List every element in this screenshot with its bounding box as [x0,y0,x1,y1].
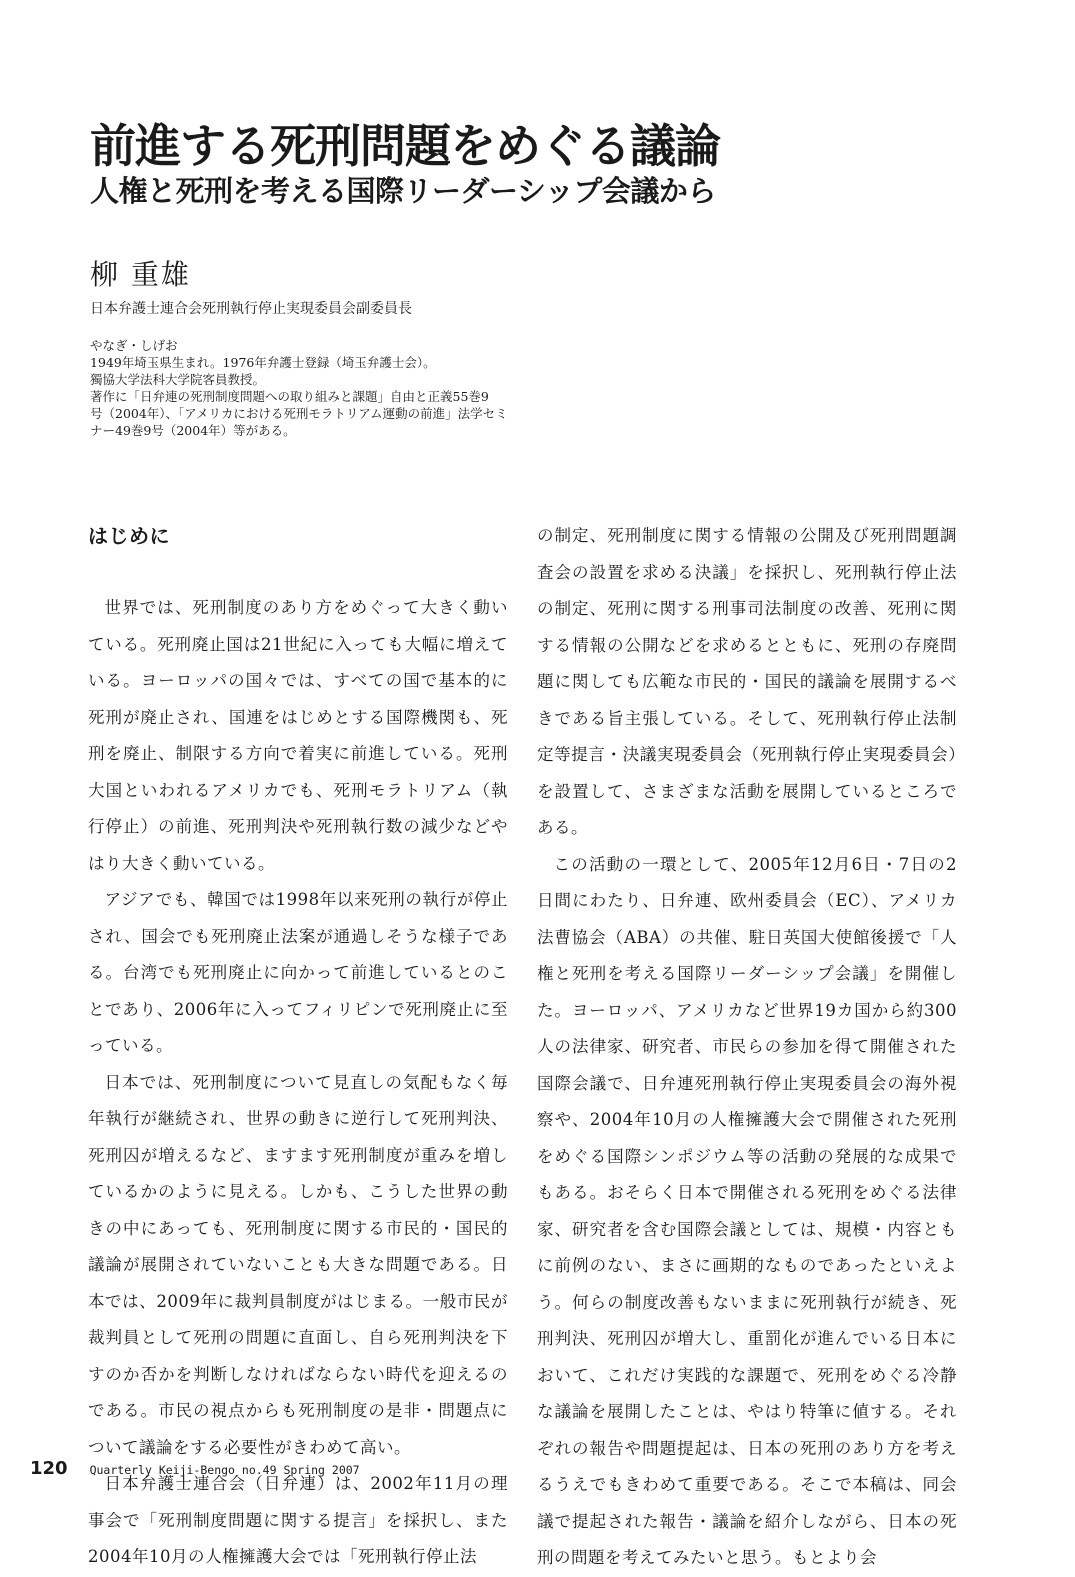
body-paragraph: の制定、死刑制度に関する情報の公開及び死刑問題調査会の設置を求める決議」を採択し、死刑執行停止法の制定、死刑に関する刑事司法制度の改善、死刑に関する情報の公開などを求めるとともに、死刑の存廃問題に関しても広範な市民的・国民的議論を展開するべきである旨主張している。そして、死刑執行停止法制定等提言・決議実現委員会（死刑執行停止実現委員会）を設置して、さまざまな活動を展開しているところである。 [537,526,957,837]
body-paragraph: 日本では、死刑制度について見直しの気配もなく毎年執行が継続され、世界の動きに逆行して死刑判決、死刑囚が増えるなど、ますます死刑制度が重みを増しているかのように見える。しかも、こうした世界の動きの中にあっても、死刑制度に関する市民的・国民的議論が展開されていないことも大きな問題である。日本では、2009年に裁判員制度がはじまる。一般市民が裁判員として死刑の問題に直面し、自ら死刑判決を下すのか否かを判断しなければならない時代を迎えるのである。市民の視点からも死刑制度の是非・問題点について議論をする必要性がきわめて高い。 [88,1072,508,1457]
bio-line: 号（2004年）、「アメリカにおける死刑モラトリアム運動の前進」法学セミ [90,406,508,421]
body-column-left [88,518,508,1576]
body-paragraph: この活動の一環として、2005年12月6日・7日の2日間にわたり、日弁連、欧州委員会（EC）、アメリカ法曹協会（ABA）の共催、駐日英国大使館後援で「人権と死刑を考える国際リーダーシップ会議」を開催した。ヨーロッパ、アメリカなど世界19カ国から約300人の法律家、研究者、市民らの参加を得て開催された国際会議で、日弁連死刑執行停止実現委員会の海外視察や、2004年10月の人権擁護大会で開催された死刑をめぐる国際シンポジウム等の活動の発展的な成果でもある。おそらく日本で開催される死刑をめぐる法律家、研究者を含む国際会議としては、規模・内容ともに前例のない、まさに画期的なものであったといえよう。何らの制度改善もないままに死刑執行が続き、死刑判決、死刑囚が増大し、重罰化が進んでいる日本において、これだけ実践的な課題で、死刑をめぐる冷静な議論を展開したことは、やはり特筆に値する。それぞれの報告や問題提起は、日本の死刑のあり方を考えるうえでもきわめて重要である。そこで本稿は、同会議で提起された報告・議論を紹介しながら、日本の死刑の問題を考えてみたいと思う。もとより会 [537,854,957,1567]
body-paragraph: 日本弁護士連合会（日弁連）は、2002年11月の理事会で「死刑制度問題に関する提言」を採択し、また2004年10月の人権擁護大会では「死刑執行停止法 [88,1474,508,1566]
author-bio [90,337,535,439]
bio-line: 著作に「日弁連の死刑制度問題への取り組みと課題」自由と正義55巻9 [90,389,489,404]
body-paragraph: アジアでも、韓国では1998年以来死刑の執行が停止され、国会でも死刑廃止法案が通過しそうな様子である。台湾でも死刑廃止に向かって前進しているとのことであり、2006年に入ってフィリピンで死刑廃止に至っている。 [88,890,508,1055]
journal-info: Quarterly Keiji-Bengo no.49 Spring 2007 [89,1463,360,1477]
body-column-right [537,518,957,1577]
bio-line: やなぎ・しげお [90,338,178,353]
bio-line: 1949年埼玉県生まれ。1976年弁護士登録（埼玉弁護士会）。 [90,355,436,370]
page-footer [30,1458,360,1479]
article-subtitle: 人権と死刑を考える国際リーダーシップ会議から [90,174,716,208]
author-name: 柳 重雄 [90,258,191,291]
article-title: 前進する死刑問題をめぐる議論 [90,119,720,173]
section-heading: はじめに [88,524,170,548]
author-affiliation: 日本弁護士連合会死刑執行停止実現委員会副委員長 [90,301,412,317]
bio-line: ナー49巻9号（2004年）等がある。 [90,423,296,438]
page-number: 120 [30,1458,68,1479]
body-paragraph: 世界では、死刑制度のあり方をめぐって大きく動いている。死刑廃止国は21世紀に入っても大幅に増えている。ヨーロッパの国々では、すべての国で基本的に死刑が廃止され、国連をはじめとする国際機関も、死刑を廃止、制限する方向で着実に前進している。死刑大国といわれるアメリカでも、死刑モラトリアム（執行停止）の前進、死刑判決や死刑執行数の減少などやはり大きく動いている。 [88,598,508,873]
bio-line: 獨協大学法科大学院客員教授。 [90,372,266,387]
